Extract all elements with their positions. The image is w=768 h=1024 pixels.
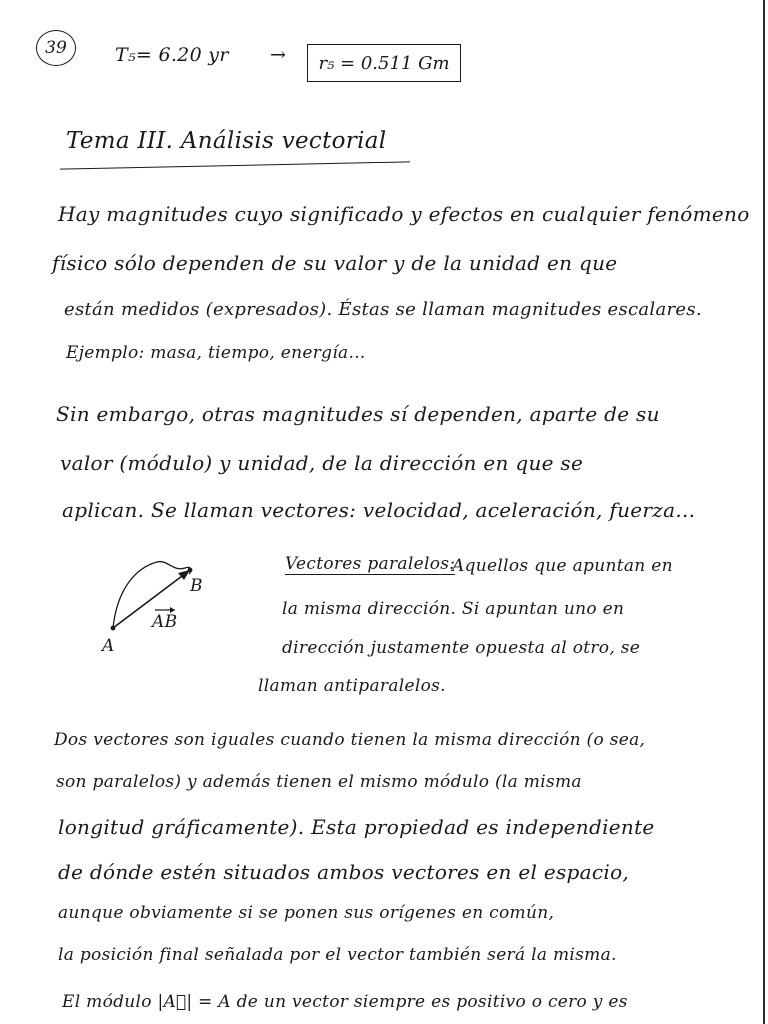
paralelos-line1: Aquellos que apuntan en xyxy=(452,556,673,576)
paragraph2-line2: valor (módulo) y unidad, de la dirección en que se xyxy=(60,451,584,475)
problem-number-text: 39 xyxy=(45,38,67,58)
paragraph3-line3: longitud gráficamente). Esta propiedad es independiente xyxy=(58,815,655,839)
page-edge xyxy=(763,0,765,1024)
paragraph3-line2: son paralelos) y además tienen el mismo módulo (la misma xyxy=(56,772,582,792)
arrow-symbol: → xyxy=(270,44,287,66)
problem-number xyxy=(36,30,76,66)
boxed-result-text: r₅ = 0.511 Gm xyxy=(318,52,450,74)
section-title: Tema III. Análisis vectorial xyxy=(66,128,387,154)
paragraph2-line3: aplican. Se llaman vectores: velocidad, aceleración, fuerza... xyxy=(62,498,696,522)
paralelos-line4: llaman antiparalelos. xyxy=(258,676,446,696)
point-b xyxy=(188,568,193,573)
paragraph1-line1: Hay magnitudes cuyo significado y efectos en cualquier fenómeno xyxy=(58,202,750,226)
period-formula: T₅= 6.20 yr xyxy=(115,44,229,66)
paragraph3-line4: de dónde estén situados ambos vectores en el espacio, xyxy=(58,860,630,884)
paralelos-heading: Vectores paralelos: xyxy=(285,554,456,574)
paragraph3-line6: la posición final señalada por el vector también será la misma. xyxy=(58,945,617,965)
paragraph1-example: Ejemplo: masa, tiempo, energía... xyxy=(66,343,366,363)
paragraph3-line1: Dos vectores son iguales cuando tienen la misma dirección (o sea, xyxy=(54,730,646,750)
boxed-result xyxy=(307,44,461,82)
paragraph1-line3: están medidos (expresados). Éstas se llaman magnitudes escalares. xyxy=(64,299,702,320)
title-underline xyxy=(60,161,410,169)
paragraph3-line7: El módulo |A⃗| = A de un vector siempre es positivo o cero y es xyxy=(62,992,628,1012)
point-a xyxy=(111,626,116,631)
label-b: B xyxy=(190,576,203,596)
paragraph2-line1: Sin embargo, otras magnitudes sí dependen, aparte de su xyxy=(56,402,660,426)
paralelos-line3: dirección justamente opuesta al otro, se xyxy=(282,638,641,658)
label-ab: AB xyxy=(152,612,178,632)
label-a: A xyxy=(102,636,115,656)
paragraph1-line2: físico sólo dependen de su valor y de la unidad en que xyxy=(52,251,618,275)
paragraph3-line5: aunque obviamente si se ponen sus orígenes en común, xyxy=(58,903,555,923)
paralelos-line2: la misma dirección. Si apuntan uno en xyxy=(282,599,625,619)
